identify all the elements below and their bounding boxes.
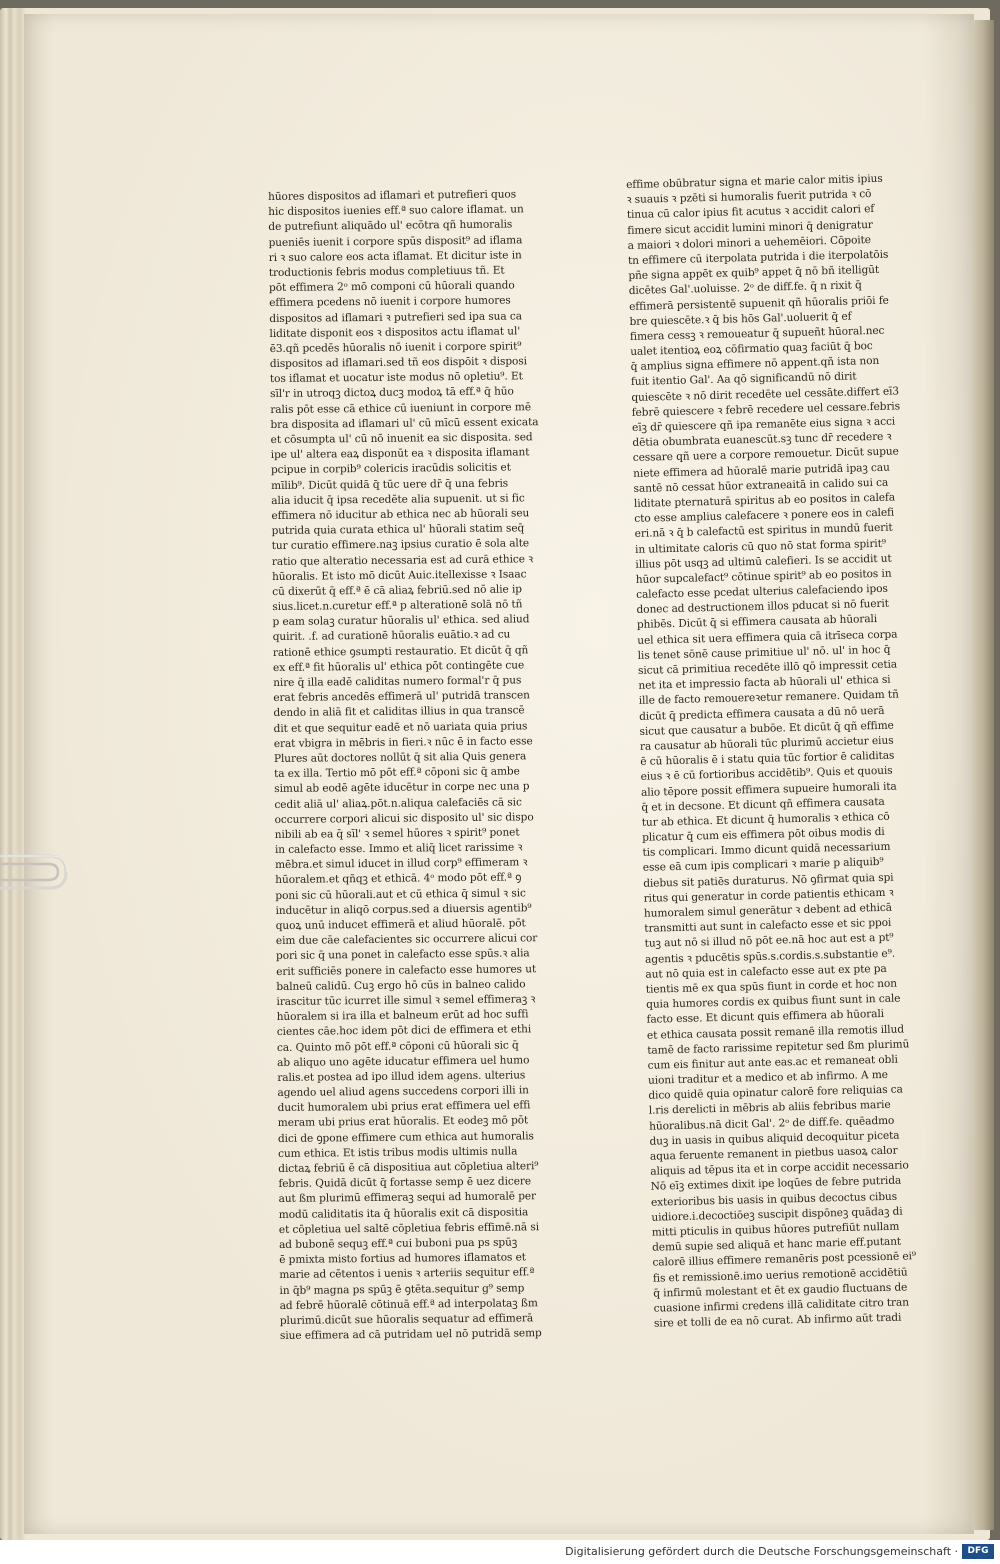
- text-line: tos iflamat et uocatur iste modus nō opletiu⁹. Et: [269, 370, 523, 386]
- text-line: uidiore.i.decoctiōeꝫ suscipit dispōneꝫ quādaꝫ di: [651, 1205, 903, 1224]
- text-line: sire et tolli de ea nō curat. Ab infirmo aūt tradi: [653, 1311, 902, 1330]
- text-line: inducētur in aliqō corpus.sed a diuersis agentib⁹: [275, 902, 532, 917]
- text-line: ri ꝛ suo calore eos acta iflamat. Et dicitur iste in: [268, 249, 522, 264]
- text-line: q̄ et in decsone. Et dicunt qñ effimera causata: [641, 795, 885, 814]
- text-line: cientes cāe.hoc idem pōt dici de effimera et ethi: [276, 1023, 532, 1039]
- text-line: tn effimere cū iterpolata putrida i die iterpolatōis: [627, 248, 889, 267]
- text-line: ducit humoralem ubi prius erat effimera uel effi: [277, 1099, 531, 1115]
- text-line: occurrere corpori alicui sic disposito ul' sic dispo: [274, 810, 534, 826]
- text-line: dendo in aliā fit et caliditas illius in qua transcē: [273, 704, 525, 720]
- text-line: aut ßm plurimū effimeraꝫ sequi ad humoralē per: [278, 1190, 537, 1206]
- text-line: ex eff.ª fit hūoralis ul' ethica pōt contingēte cue: [272, 659, 525, 674]
- text-line: phibēs. Dicūt q̄ si effimera causata ab hūorali: [636, 613, 878, 632]
- text-line: effimera pcedens nō iuenit i corpore humores: [269, 294, 511, 310]
- text-line: transmitti aut sunt in calefacto esse et sic ppoi: [644, 916, 892, 935]
- text-line: ualet itentioꝝ eoꝝ cōfirmatio quaꝫ faciūt q̄ boc: [630, 340, 873, 359]
- text-line: cum ethica. Et istis tribus modis ultimis nulla: [278, 1145, 518, 1160]
- text-line: l.ris derelicti in mēbris ab aliis febribus marie: [648, 1099, 891, 1118]
- text-line: bre quiescēte.ꝛ q̄ bis hōs Gal'.uoluerit q̄ ef: [629, 310, 852, 328]
- text-line: eius ꝛ ē cū fortioribus accidētib⁹. Quis et quouis: [640, 764, 893, 784]
- text-line: dico quidē quia opinatur calorē fore reliquias ca: [648, 1083, 903, 1102]
- text-line: putrida quia curata ethica ul' hūorali statim seq̄: [271, 522, 525, 538]
- text-line: dispositos ad iflamari.sed tñ eos dispōit ꝛ disposi: [269, 355, 527, 371]
- text-line: demū supie sed aliquā et hanc marie eff.putant: [651, 1235, 902, 1254]
- text-line: fis et remissionē.imo uerius remotionē accidētiū: [652, 1265, 908, 1285]
- text-line: in ultimitate caloris cū quo nō stat forma spirit⁹: [634, 537, 887, 556]
- text-line: ra causatur ab hūorali tūc plurimū accietur eius: [639, 734, 894, 753]
- text-line: alia iducit q̄ ipsa recedēte alia supuenit. ut si fic: [271, 492, 525, 507]
- text-line: rationē ethice ꝯsumpti restauratio. Et dicūt q̄ qñ: [272, 643, 529, 659]
- text-line: ad febrē hūoralē cōtinuā eff.ª ad interpolataꝫ ßm: [279, 1296, 538, 1312]
- text-line: uioni traditur et a medico et ab infirmo. A me: [647, 1068, 889, 1087]
- text-line: dici de ꝯpone effimere cum ethica aut humoralis: [277, 1129, 534, 1145]
- text-line: nibili ab ea q̄ sīl' ꝛ semel hūores ꝛ spirit⁹ ponet: [274, 826, 520, 841]
- text-line: effimerā persistentē supuenit qñ hūoralis priōi fe: [628, 294, 889, 313]
- text-line: quia humores cordis ex quibus fiunt sunt in cale: [646, 992, 901, 1011]
- text-line: uel ethica sit uera effimera quia cā itrīseca corpa: [637, 628, 898, 647]
- text-line: sius.licet.n.curetur eff.ª p alterationē solā nō tñ: [272, 598, 523, 614]
- text-line: agendo uel aliud agens succedens corpori illi in: [277, 1084, 529, 1100]
- text-line: cedit aliā ul' aliaꝝ.pōt.n.aliqua calefaciēs cā sic: [274, 795, 522, 811]
- text-line: siue effimera ad cā putridam uel nō putridā semp: [279, 1327, 542, 1342]
- dfg-logo: DFG: [962, 1544, 994, 1559]
- text-line: quoꝝ unū inducet effimerā et aliud hūoralē. pōt: [275, 917, 526, 932]
- text-line: pori sic q̄ una ponet in calefacto esse spūs.ꝛ alia: [275, 947, 530, 963]
- text-line: ratio que alteratio necessaria est ad curā ethice ꝛ: [271, 552, 534, 568]
- text-line: donec ad destructionem illos pducat si nō fuerit: [636, 597, 890, 617]
- text-line: eīꝫ dr̄ quiescere qñ ipa remanēte eius signa ꝛ acci: [631, 415, 896, 434]
- text-line: ab aliquo uno agēte iducatur effimera uel humo: [277, 1053, 530, 1069]
- text-line: erat febris ancedēs effimerā ul' putridā transcen: [273, 689, 530, 705]
- text-line: cto esse amplius calefacere ꝛ ponere eos in calefi: [634, 506, 895, 526]
- text-line: tinua cū calor ipius fit acutus ꝛ accidit calori ef: [626, 203, 875, 222]
- text-line: q̄ infirmū molestant et ēt ex gaudio fluctuans de: [653, 1281, 908, 1300]
- text-line: aliquis ad tēpus ita et in corpe accidit necessario: [650, 1159, 909, 1178]
- text-line: pñe signa appēt ex quib⁹ appet q̄ nō bñ itelligūt: [628, 263, 880, 283]
- text-line: hic dispositos iuenies eff.ª suo calore iflamat. un: [268, 203, 524, 219]
- text-line: irascitur tūc icurret ille simul ꝛ semel effimeraꝫ ꝛ: [276, 993, 536, 1008]
- text-line: febrē quiescere ꝛ febrē recedere uel cessare.febris: [631, 400, 901, 419]
- text-line: tur curatio effimere.naꝫ ipsius curatio ē sola alte: [271, 537, 530, 553]
- text-line: q̄ amplius signa effimere nō appent.qñ ista non: [630, 355, 880, 374]
- text-line: calefacto esse pcedat ulterius calefaciendo ipos: [636, 582, 888, 601]
- text-line: hūoralibus.nā dicit Gal'. 2ᵒ de diff.fe. quēadmo: [649, 1114, 895, 1133]
- text-line: cessare qñ uere a corpore remouetur. Dicūt supue: [632, 445, 899, 465]
- text-line: dit et que sequitur eadē et nō uariata quia prius: [273, 719, 528, 735]
- text-line: effimera nō iducitur ab ethica nec ab hūorali seu: [271, 507, 530, 522]
- text-line: cū dixerūt q̄ eff.ª ē cā aliaꝝ febriū.sed nō alie ip: [272, 583, 522, 598]
- page-edge: [972, 20, 994, 1530]
- text-line: cuasione infirmi credens illā caliditate citro tran: [653, 1296, 910, 1315]
- text-line: ē pmixta misto fortius ad humores iflamatos et: [279, 1251, 526, 1267]
- text-line: plicatur q̄ cum eis effimera pōt oibus modis di: [641, 825, 885, 844]
- text-line: marie ad cētentos i uenis ꝛ arteriis sequitur eff.ª: [279, 1266, 535, 1282]
- text-line: aut nō quia est in calefacto esse aut ex pte pa: [645, 962, 887, 981]
- footer-bar: [0, 1540, 1000, 1564]
- text-line: ad bubonē sequꝫ eff.ª cui buboni pua ps spūꝫ: [278, 1236, 518, 1251]
- text-line: eri.nā ꝛ q̄ b calefactū est spiritus in mundū fuerit: [634, 521, 893, 541]
- text-line: ē3.qñ pcedēs hūoralis nō iuenit i corpore spirit⁹: [269, 340, 522, 355]
- text-line: ta ex illa. Tertio mō pōt eff.ª cōponi sic q̄ ambe: [274, 765, 520, 781]
- text-line: mīlib⁹. Dicūt quidā q̄ tūc uere dr̄ q̄ una febris: [271, 477, 509, 492]
- text-line: hūor supcalefact⁹ cōtinue spirit⁹ ab eo positos in: [635, 567, 892, 586]
- text-line: ralis pōt esse cā ethice cū iueniunt in corpore mē: [270, 400, 532, 416]
- text-line: mēbra.et simul iducet in illud corp⁹ effimeram ꝛ: [275, 856, 528, 872]
- text-line: troductionis febris modus completiuus tñ. Et: [268, 264, 505, 279]
- text-line: esse eā cum ipis complicari ꝛ marie p aliquib⁹: [642, 856, 884, 875]
- text-line: dētia obumbrata euanescūt.sꝫ tunc dr̄ recedere ꝛ: [632, 430, 892, 450]
- funding-notice: Digitalisierung gefördert durch die Deutsche Forschungsgemeinschaft ·: [565, 1545, 958, 1558]
- text-line: et cōpletiua uel saltē cōpletiua febris effimē.nā si: [278, 1220, 540, 1236]
- text-column-left: [268, 187, 566, 1344]
- text-line: fimere sicut accidit lumini minori q̄ denigratur: [627, 218, 873, 237]
- text-line: calorē illius effimere remanēris post pcessionē ei⁹: [652, 1250, 917, 1269]
- text-line: mitti pticulis in quibus hūores putrefiūt nullam: [651, 1220, 900, 1239]
- text-line: sicut que causatur a bubōe. Et dicūt q̄ qñ effime: [639, 719, 894, 738]
- text-line: agentis ꝛ pducētis spūs.s.cordis.s.substantie e⁹.: [644, 947, 896, 966]
- text-line: dicūt q̄ predicta effimera causata a dū nō uerā: [639, 704, 885, 723]
- text-line: meram ubi prius erat hūoralis. Et eodeꝫ mō pōt: [277, 1114, 529, 1130]
- paper-clip-icon: [0, 842, 74, 908]
- text-line: tientis mē ex qua spūs fiunt in corde et hoc non: [645, 977, 898, 996]
- text-line: quirit. .f. ad curationē hūoralis euātio.ꝛ ad cu: [272, 628, 511, 644]
- text-line: effime obūbratur signa et marie calor mitis ipius: [626, 172, 883, 191]
- text-line: et cōsumpta ul' cū nō inuenit ea sic disposita. sed: [270, 431, 533, 446]
- text-line: cum eis finitur aut ante eas.ac et remaneat obli: [647, 1053, 898, 1072]
- text-line: nire q̄ illa eadē caliditas numero formal'r q̄ pus: [273, 674, 522, 689]
- text-line: hūoralis. Et isto mō dicūt Auic.itellexisse ꝛ Isaac: [271, 568, 527, 583]
- text-line: dispositos ad iflamari ꝛ putrefieri sed ipa sua ca: [269, 309, 522, 325]
- text-line: a maiori ꝛ dolori minori a uehemēiori. Cōpoite: [627, 233, 872, 252]
- text-line: eim due cāe calefacientes sic occurrere alicui cor: [275, 932, 538, 948]
- text-line: erat vbigra in mēbris in fieri.ꝛ nūc ē in facto esse: [273, 735, 533, 750]
- text-line: illius pōt usqꝫ ad ultimū calefieri. Is se accidit ut: [635, 552, 892, 571]
- text-column-right: [626, 171, 946, 1332]
- text-line: pcipue in corpib⁹ colericis iracūdis solicitis et: [270, 461, 511, 477]
- text-line: facto esse. Et dicunt quis effimera ab hūorali: [646, 1008, 885, 1027]
- text-line: ꝛ suauis ꝛ pzēti si humoralis fuerit putrida ꝛ cō: [626, 188, 872, 207]
- text-line: duꝫ in uasis in quibus aliquid decoquitur piceta: [649, 1129, 900, 1148]
- text-line: hūores dispositos ad iflamari et putrefieri quos: [268, 188, 517, 203]
- text-line: ipe ul' altera eaꝝ disponūt ea ꝛ disposita iflamant: [270, 446, 530, 462]
- text-line: hūoralem si ira illa et balneum erūt ad hoc suffi: [276, 1008, 529, 1024]
- text-line: balneū calidū. Cuꝫ ergo hō cūs in balneo calido: [276, 978, 526, 993]
- text-line: liditate pternaturā spiritus ab eo positos in calefa: [633, 491, 896, 510]
- text-line: fuit itentio Gal'. Aa qō significandū nō dirit: [630, 370, 857, 389]
- text-line: dictaꝝ febriū ē cā dispositiua aut cōpletiua alteri⁹: [278, 1160, 539, 1175]
- text-line: exterioribus bis uasis in quibus decoctus cibus: [650, 1190, 898, 1209]
- text-line: sicut cā primitiua recedēte illō qō impressit cetia: [637, 658, 898, 677]
- text-line: ē cū hūoralis ē i statu quia tūc fortior ē caliditas: [640, 749, 895, 768]
- text-line: lis tenet sōnē cause primitiue ul' nō. ul' in hoc q̄: [637, 643, 891, 662]
- text-line: tamē de facto rarissime repitetur sed ßm plurimū: [647, 1038, 910, 1057]
- text-line: febris. Quidā dicūt q̄ fortasse semp ē uez dicere: [278, 1175, 532, 1191]
- text-line: tis complicari. Immo dicunt quidā necessarium: [642, 840, 891, 860]
- text-line: niete effimera ad hūoralē marie putridā ipaꝫ cau: [633, 461, 890, 480]
- text-line: santē nō cessat hūor extraneaitā in calido sui ca: [633, 476, 889, 495]
- text-line: in q̄b⁹ magna ps spūꝫ ē ꝯtēta.sequitur g⁹ semp: [279, 1281, 525, 1297]
- text-line: fimera cessꝫ ꝛ remoueatur q̄ supueñt hūoral.nec: [629, 324, 885, 343]
- text-line: plurimū.dicūt sue hūoralis sequatur ad effimerā: [279, 1312, 534, 1327]
- text-line: net ita et impressio facta ab hūorali ul' ethica si: [638, 673, 891, 693]
- text-line: in calefacto esse. Immo et aliq̄ licet rarissime ꝛ: [274, 841, 523, 857]
- text-line: humoralem simul generātur ꝛ debent ad ethicā: [643, 901, 893, 920]
- text-line: alio tēpore possit effimera supueire humorali ita: [640, 780, 897, 799]
- text-line: ille de facto remouereꝛetur remanere. Quidam tñ: [638, 688, 899, 708]
- text-line: p eam solaꝫ curatur hūoralis ul' ethica. sed aliud: [272, 613, 530, 629]
- text-line: poni sic cū hūorali.aut et cū ethica q̄ simul ꝛ sic: [275, 886, 526, 902]
- text-line: simul ab eodē agēte iducētur in corpe nec una p: [274, 780, 530, 796]
- text-line: bra disposita ad iflamari ul' cū mīcū essent exicata: [270, 415, 539, 431]
- text-line: pueniēs iuenit i corpore spūs disposit⁹ ad iflama: [268, 233, 523, 249]
- text-line: de putrefiunt aliquādo ul' ecōtra qñ humoralis: [268, 218, 513, 234]
- text-line: tuꝫ aut nō si illud nō pōt ee.nā hoc aut est a pt⁹: [644, 932, 894, 951]
- text-line: Nō eīꝫ extimes dixit ipe loqūes de febre putrida: [650, 1174, 902, 1194]
- text-line: Plures aūt doctores nollūt q̄ sit alia Quis genera: [273, 750, 527, 765]
- text-line: liditate disponit eos ꝛ dispositos actu iflamat ul': [269, 325, 521, 340]
- text-line: dicētes Gal'.uoluisse. 2ᵒ de diff.fe. q̄ n rixit q̄: [628, 279, 862, 298]
- text-line: ritus qui generatur in corde patientis ethicam ꝛ: [643, 886, 894, 905]
- text-line: aqua feruente remanent in pietbus uasoꝝ calor: [649, 1144, 898, 1163]
- text-line: diebus sit patiēs duraturus. Nō ꝯfirmat quia spi: [643, 871, 894, 890]
- text-line: ralis.et postea ad ipo illud idem agens. ulterius: [277, 1069, 526, 1084]
- text-line: sīl'r in utroqꝫ dictoꝝ ducꝫ modoꝝ tā eff.ª q̄ hūo: [270, 385, 514, 401]
- text-line: erit sufficiēs ponere in calefacto esse humores ut: [276, 962, 537, 978]
- text-line: quiescēte ꝛ nō dirit recedēte uel cessāte.differt eī3: [631, 385, 900, 404]
- text-line: tur ab ethica. Et dicunt q̄ humoralis ꝛ ethica cō: [641, 810, 890, 829]
- text-line: modū caliditatis ita q̄ hūoralis exit cā dispositia: [278, 1205, 529, 1221]
- text-line: hūoralem.et qñqꝫ et ethicā. 4ᵒ modo pōt eff.ª ꝯ: [275, 871, 522, 887]
- text-line: pōt effimera 2ᵒ mō componi cū hūorali quando: [268, 279, 515, 295]
- text-line: et ethica causata possit remanē illa remotis illud: [646, 1022, 905, 1042]
- text-line: ca. Quinto mō pōt eff.ª cōponi cū hūorali sic q̄: [276, 1038, 519, 1054]
